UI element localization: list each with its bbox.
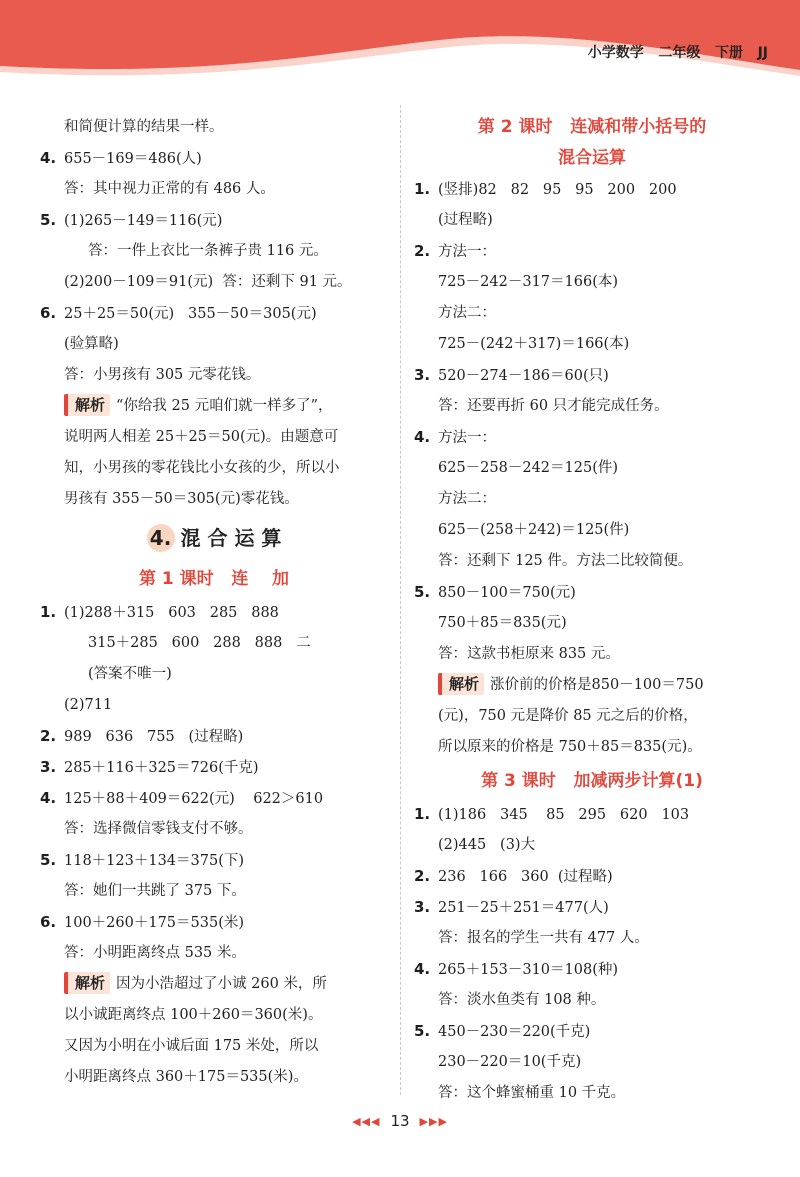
question-number: 3. [40,758,57,776]
question-number: 2. [40,727,57,745]
answer-line: 285＋116＋325＝726(千克) [64,760,259,776]
answer-line: 450－230＝220(千克) [438,1024,591,1040]
header-grade: 二年级 [658,45,701,61]
lesson1-question-4 [40,783,388,814]
analysis-line: 知，小男孩的零花钱比小女孩的少，所以小 [64,460,340,476]
section-title: 混 合 运 算 [180,526,282,550]
question-6 [40,298,388,329]
answer-line: 625－258－242＝125(件) [438,460,619,476]
analysis-line: 涨价前的价格是850－100＝750 [490,677,704,693]
answer-line: 方法二： [438,305,496,321]
lesson1-question-6 [40,907,388,938]
question-number: 1. [414,805,431,823]
answer-line: 725－(242＋317)＝166(本) [438,336,630,352]
left-column [40,112,388,1093]
answer-line: 230－220＝10(千克) [438,1054,582,1070]
question-number: 2. [414,242,431,260]
prev-arrows-icon: ◀◀◀ [352,1115,381,1128]
analysis-block [40,969,388,1000]
analysis-line: 男孩有 355－50＝305(元)零花钱。 [64,491,299,507]
answer-line: 答：选择微信零钱支付不够。 [64,821,253,837]
lesson2-question-3 [414,360,770,391]
header-volume: 下册 [714,45,743,61]
answer-line: 100＋260＋175＝535(米) [64,915,245,931]
answer-line: (1)265－149＝116(元) [64,213,223,229]
lesson2-question-2 [414,236,770,267]
question-number: 1. [414,180,431,198]
question-number: 2. [414,867,431,885]
answer-line: 625－(258＋242)＝125(件) [438,522,630,538]
lesson3-question-5 [414,1016,770,1047]
lesson-2-title-cont: 混合运算 [558,148,626,168]
section-number: 4. [147,524,175,552]
answer-line: 251－25＋251＝477(人) [438,900,609,916]
answer-line: 520－274－186＝60(只) [438,368,609,384]
header-book-info [588,42,768,62]
question-number: 5. [40,851,57,869]
answer-line: 236 166 360 (过程略) [438,869,613,885]
lesson1-question-2 [40,721,388,752]
answer-line: 750＋85＝835(元) [438,615,567,631]
question-number: 3. [414,366,431,384]
analysis-line: 所以原来的价格是 750＋85＝835(元)。 [438,739,702,755]
answer-line: 答：这款书柜原来 835 元。 [438,646,620,662]
answer-line: 25＋25＝50(元) 355－50＝305(元) [64,306,317,322]
answer-line: (过程略) [438,212,493,228]
answer-line: 125＋88＋409＝622(元) 622＞610 [64,791,324,807]
question-number: 4. [414,428,431,446]
answer-line: 答：报名的学生一共有 477 人。 [438,930,649,946]
answer-line: 方法一： [438,430,496,446]
answer-line: 989 636 755 (过程略) [64,729,244,745]
question-number: 3. [414,898,431,916]
answer-line: 方法二： [438,491,496,507]
analysis-tag: 解析 [64,972,110,994]
lesson-1-title: 第 1 课时 连 加 [138,569,290,589]
answer-line: 答：还要再折 60 只才能完成任务。 [438,398,669,414]
answer-line: (竖排)82 82 95 95 200 200 [438,182,677,198]
answer-line: 方法一： [438,244,496,260]
top-banner [0,0,800,80]
answer-line: 答：其中视力正常的有 486 人。 [64,181,275,197]
column-divider [400,105,401,1095]
analysis-line: “你给我 25 元咱们就一样多了”， [116,398,333,414]
answer-line: (2)711 [64,697,113,713]
answer-line: 答：小明距离终点 535 米。 [64,945,246,961]
analysis-tag: 解析 [64,394,110,416]
lesson1-question-5 [40,845,388,876]
question-5 [40,205,388,236]
header-subject: 小学数学 [587,45,644,61]
question-number: 6. [40,913,57,931]
question-number: 4. [414,960,431,978]
answer-line: (验算略) [64,336,119,352]
answer-line: 850－100＝750(元) [438,585,576,601]
answer-line: 答：这个蜂蜜桶重 10 千克。 [438,1085,626,1101]
answer-line: 655－169＝486(人) [64,151,202,167]
answer-line: (2)200－109＝91(元) 答：还剩下 91 元。 [64,274,352,290]
question-number: 4. [40,149,57,167]
analysis-line: 以小诚距离终点 100＋260＝360(米)。 [64,1007,323,1023]
answer-line: 265＋153－310＝108(种) [438,962,619,978]
right-column [414,112,770,1109]
lesson-2-title: 第 2 课时 连减和带小括号的 [477,117,707,137]
analysis-line: 因为小浩超过了小诚 260 米，所 [116,976,327,992]
answer-line: 和简便计算的结果一样。 [64,119,224,135]
header-edition: JJ [757,45,768,61]
answer-line: (答案不唯一) [88,666,172,682]
lesson3-question-1 [414,799,770,830]
section-heading [40,515,388,561]
analysis-line: (元)，750 元是降价 85 元之后的价格， [438,708,698,724]
question-number: 4. [40,789,57,807]
question-number: 5. [414,583,431,601]
lesson3-question-3 [414,892,770,923]
lesson3-question-2 [414,861,770,892]
analysis-tag: 解析 [438,673,484,695]
answer-line: (1)288＋315 603 285 888 [64,605,279,621]
analysis-block [414,670,770,701]
answer-line: 答：她们一共跳了 375 下。 [64,883,246,899]
answer-line: (2)445 (3)大 [438,837,536,853]
question-number: 6. [40,304,57,322]
next-arrows-icon: ▶▶▶ [419,1115,448,1128]
lesson-3-title: 第 3 课时 加减两步计算(1) [481,771,703,791]
lesson1-question-1 [40,597,388,628]
analysis-block [40,391,388,422]
answer-line: 答：还剩下 125 件。方法二比较简便。 [438,553,693,569]
answer-line: 答：小男孩有 305 元零花钱。 [64,367,261,383]
analysis-line: 说明两人相差 25＋25＝50(元)。由题意可 [64,429,339,445]
question-number: 1. [40,603,57,621]
answer-line: 315＋285 600 288 888 二 [88,635,311,651]
page-number: 13 [390,1112,410,1130]
question-number: 5. [40,211,57,229]
answer-line: (1)186 345 85 295 620 103 [438,807,690,823]
answer-line: 725－242－317＝166(本) [438,274,619,290]
analysis-line: 小明距离终点 360＋175＝535(米)。 [64,1069,308,1085]
lesson3-question-4 [414,954,770,985]
lesson2-question-5 [414,577,770,608]
lesson1-question-3 [40,752,388,783]
analysis-line: 又因为小明在小诚后面 175 米处，所以 [64,1038,319,1054]
lesson2-question-4 [414,422,770,453]
answer-line: 答：一件上衣比一条裤子贵 116 元。 [88,243,328,259]
answer-line: 118＋123＋134＝375(下) [64,853,245,869]
page-footer [0,1112,800,1130]
question-number: 5. [414,1022,431,1040]
answer-line: 答：淡水鱼类有 108 种。 [438,992,606,1008]
lesson2-question-1 [414,174,770,205]
question-4 [40,143,388,174]
